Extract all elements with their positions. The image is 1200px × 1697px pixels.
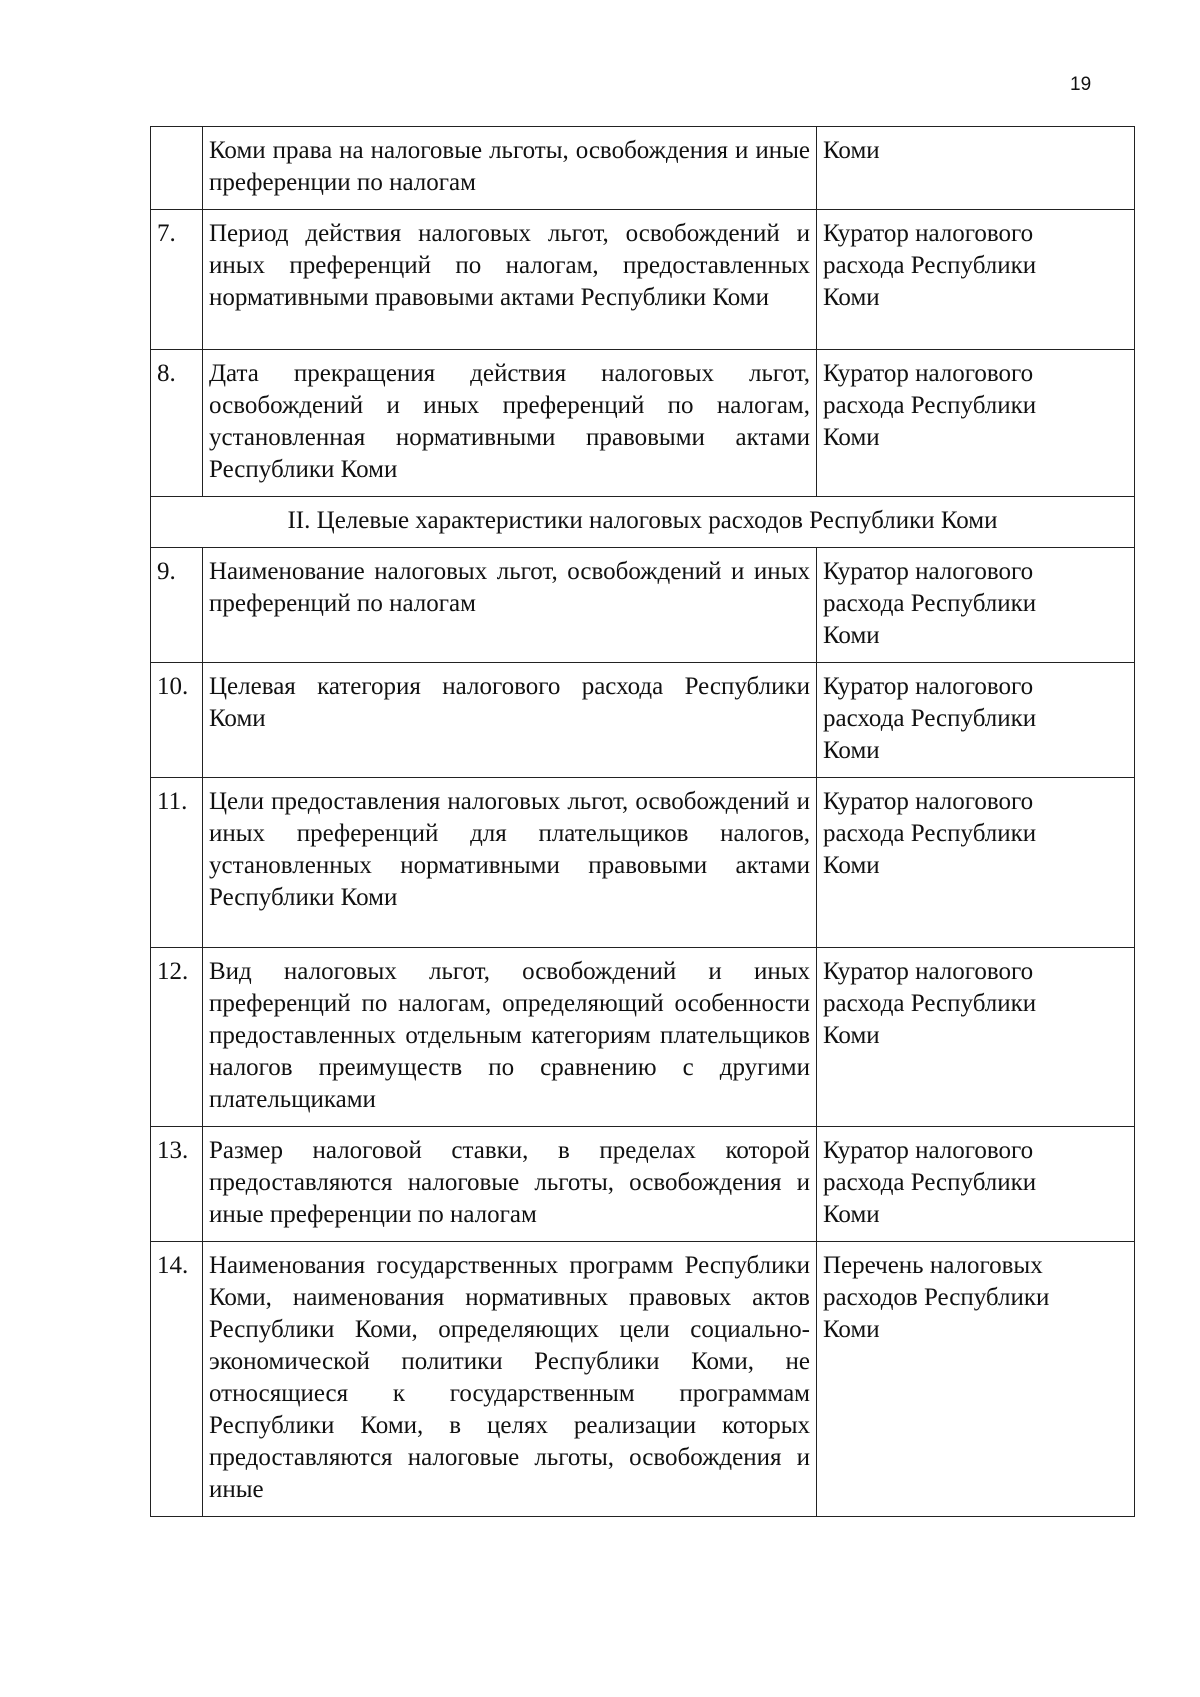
row-source: Куратор налогового расхода Республики Коми <box>817 948 1135 1127</box>
row-source: Куратор налогового расхода Республики Коми <box>817 778 1135 948</box>
table-row <box>151 778 1135 948</box>
table-row <box>151 548 1135 663</box>
table-row <box>151 127 1135 210</box>
table-row <box>151 350 1135 497</box>
row-description: Цели предоставления налоговых льгот, освобождений и иных преференций для плательщиков налогов, установленных нормативными правовыми актами Республики Коми <box>203 778 817 948</box>
row-number: 7. <box>151 210 203 350</box>
row-number: 14. <box>151 1242 203 1517</box>
table-row <box>151 1242 1135 1517</box>
section-title: II. Целевые характеристики налоговых расходов Республики Коми <box>151 497 1135 548</box>
row-description: Размер налоговой ставки, в пределах которой предоставляются налоговые льготы, освобождения и иные преференции по налогам <box>203 1127 817 1242</box>
row-source: Куратор налогового расхода Республики Коми <box>817 350 1135 497</box>
section-header-row <box>151 497 1135 548</box>
row-source: Куратор налогового расхода Республики Коми <box>817 548 1135 663</box>
row-source: Коми <box>817 127 1135 210</box>
row-description: Дата прекращения действия налоговых льгот, освобождений и иных преференций по налогам, установленная нормативными правовыми актами Республики Коми <box>203 350 817 497</box>
row-number: 12. <box>151 948 203 1127</box>
row-description: Наименования государственных программ Республики Коми, наименования нормативных правовых актов Республики Коми, определяющих цели социально-экономической политики Республики Коми, не относящиеся к государственным программам Республики Коми, в целях реализации которых предоставляются налоговые льготы, освобождения и иные <box>203 1242 817 1517</box>
page-number: 19 <box>1070 74 1092 95</box>
row-number: 11. <box>151 778 203 948</box>
table-row <box>151 210 1135 350</box>
row-number: 8. <box>151 350 203 497</box>
table-row <box>151 663 1135 778</box>
row-number <box>151 127 203 210</box>
tax-expenditure-table <box>150 126 1135 1517</box>
row-source: Куратор налогового расхода Республики Коми <box>817 1127 1135 1242</box>
row-number: 10. <box>151 663 203 778</box>
row-description: Наименование налоговых льгот, освобождений и иных преференций по налогам <box>203 548 817 663</box>
row-number: 13. <box>151 1127 203 1242</box>
row-description: Период действия налоговых льгот, освобождений и иных преференций по налогам, предоставленных нормативными правовыми актами Республики Коми <box>203 210 817 350</box>
row-description: Целевая категория налогового расхода Республики Коми <box>203 663 817 778</box>
row-source: Куратор налогового расхода Республики Коми <box>817 663 1135 778</box>
table-row <box>151 948 1135 1127</box>
row-source: Перечень налоговых расходов Республики Коми <box>817 1242 1135 1517</box>
row-source: Куратор налогового расхода Республики Коми <box>817 210 1135 350</box>
row-description: Коми права на налоговые льготы, освобождения и иные преференции по налогам <box>203 127 817 210</box>
row-description: Вид налоговых льгот, освобождений и иных преференций по налогам, определяющий особенности предоставленных отдельным категориям плательщиков налогов преимуществ по сравнению с другими плательщиками <box>203 948 817 1127</box>
table-row <box>151 1127 1135 1242</box>
row-number: 9. <box>151 548 203 663</box>
